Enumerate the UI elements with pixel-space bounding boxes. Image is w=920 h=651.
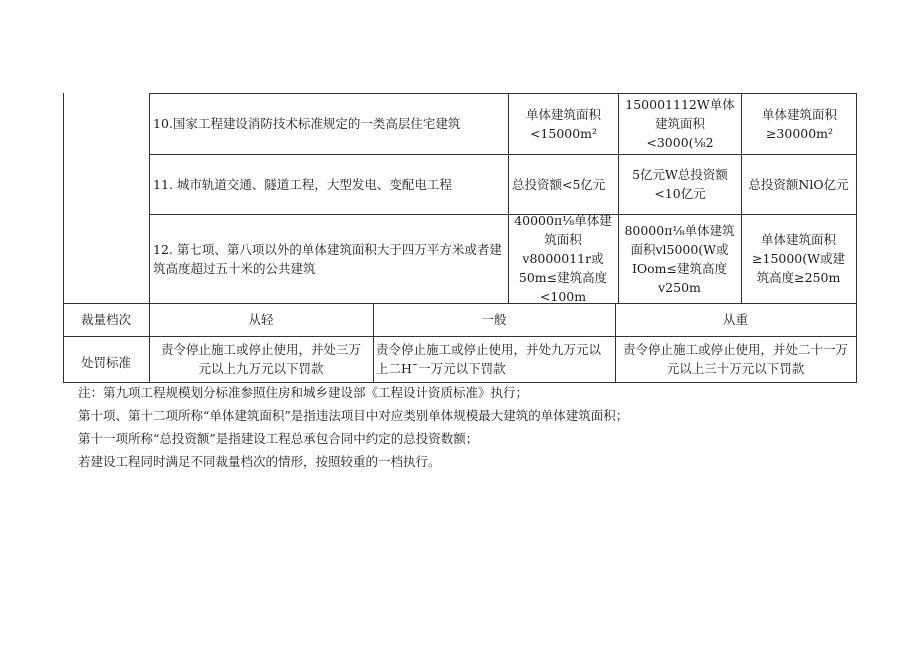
item-12-light: 40000π⅛单体建筑面积v8000011r或50m≤建筑高度<100m <box>514 213 612 304</box>
level-light: 从轻 <box>248 312 274 327</box>
item-11-light: 总投资额<5亿元 <box>512 176 606 192</box>
level-heavy: 从重 <box>722 312 748 327</box>
penalty-heavy: 责令停止施工或停止使用，并处二十一万元以上三十万元以下罚款 <box>622 342 848 376</box>
item-10-heavy: 单体建筑面积≥30000m² <box>761 106 837 141</box>
item-12-general: 80000π⅛单体建筑面积vl5000(W或IOom≤建筑高度v250m <box>624 222 735 295</box>
penalty-label: 处罚标准 <box>80 354 131 370</box>
item-12-heavy: 单体建筑面积≥15000(W或建筑高度≥250m <box>752 232 845 285</box>
level-label: 裁量档次 <box>80 312 131 327</box>
notes <box>78 381 878 473</box>
item-12-label: 12. 第七项、第八项以外的单体建筑面积大于四万平方米或者建筑高度超过五十米的公共建筑 <box>153 241 502 276</box>
item-11-label: 11. 城市轨道交通、隧道工程，大型发电、变配电工程 <box>153 176 452 192</box>
note-line: 第十项、第十二项所称“单体建筑面积”是指违法项目中对应类别单体规模最大建筑的单体建筑面积； <box>78 408 629 423</box>
item-11-general: 5亿元W总投资额<10亿元 <box>632 167 728 201</box>
level-general: 一般 <box>481 312 507 327</box>
note-line: 第十一项所称“总投资额”是指建设工程总承包合同中约定的总投资数额； <box>78 431 479 446</box>
col-rule <box>856 93 857 383</box>
penalty-light: 责令停止施工或停止使用，并处三万元以上九万元以下罚款 <box>160 342 361 376</box>
item-10-label: 10.国家工程建设消防技术标准规定的一类高层住宅建筑 <box>153 116 461 131</box>
penalty-general: 责令停止施工或停止使用，并处九万元以上二H¯一万元以下罚款 <box>376 342 602 376</box>
item-10-light: 单体建筑面积<15000m² <box>525 106 601 141</box>
penalty-table <box>63 93 857 383</box>
note-line: 若建设工程同时满足不同裁量档次的情形，按照较重的一档执行。 <box>78 454 441 469</box>
item-11-heavy: 总投资额NlO亿元 <box>748 176 849 192</box>
note-line: 注：第九项工程规模划分标准参照住房和城乡建设部《工程设计资质标准》执行； <box>78 385 529 400</box>
item-10-general: 150001112W单体建筑面积<3000(⅛2 <box>625 97 735 150</box>
